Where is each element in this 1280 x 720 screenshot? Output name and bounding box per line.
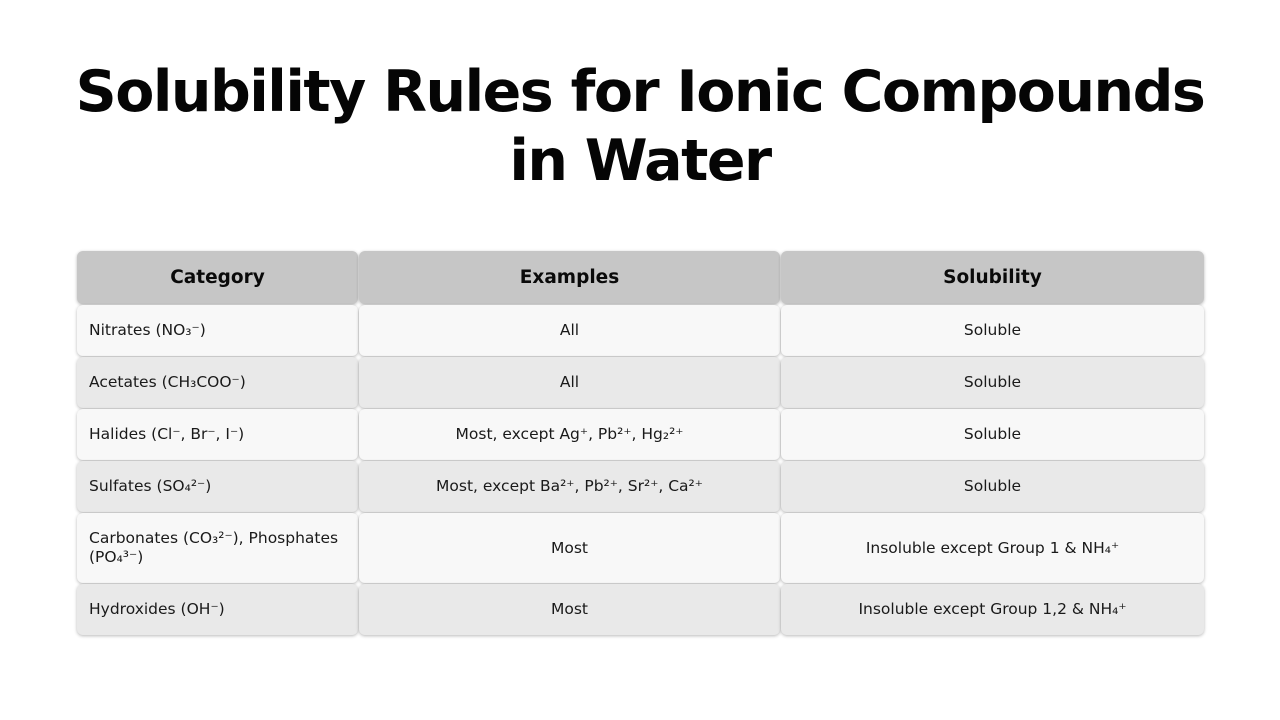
- header-category: Category: [77, 251, 358, 304]
- row-3-solubility: Soluble: [781, 409, 1204, 460]
- row-6-solubility: Insoluble except Group 1,2 & NH₄⁺: [781, 584, 1204, 635]
- row-5-solubility: Insoluble except Group 1 & NH₄⁺: [781, 513, 1204, 583]
- row-6-category: Hydroxides (OH⁻): [77, 584, 358, 635]
- solubility-table: [77, 251, 1203, 635]
- row-4-solubility: Soluble: [781, 461, 1204, 512]
- row-4-category: Sulfates (SO₄²⁻): [77, 461, 358, 512]
- header-solubility: Solubility: [781, 251, 1204, 304]
- page-title: Solubility Rules for Ionic Compounds in Water: [75, 59, 1205, 194]
- row-1-category: Nitrates (NO₃⁻): [77, 305, 358, 356]
- row-2-examples: All: [359, 357, 780, 408]
- row-6-examples: Most: [359, 584, 780, 635]
- row-2-solubility: Soluble: [781, 357, 1204, 408]
- row-3-examples: Most, except Ag⁺, Pb²⁺, Hg₂²⁺: [359, 409, 780, 460]
- row-1-solubility: Soluble: [781, 305, 1204, 356]
- row-5-examples: Most: [359, 513, 780, 583]
- row-5-category: Carbonates (CO₃²⁻), Phosphates (PO₄³⁻): [77, 513, 358, 583]
- row-4-examples: Most, except Ba²⁺, Pb²⁺, Sr²⁺, Ca²⁺: [359, 461, 780, 512]
- header-examples: Examples: [359, 251, 780, 304]
- row-1-examples: All: [359, 305, 780, 356]
- row-2-category: Acetates (CH₃COO⁻): [77, 357, 358, 408]
- row-3-category: Halides (Cl⁻, Br⁻, I⁻): [77, 409, 358, 460]
